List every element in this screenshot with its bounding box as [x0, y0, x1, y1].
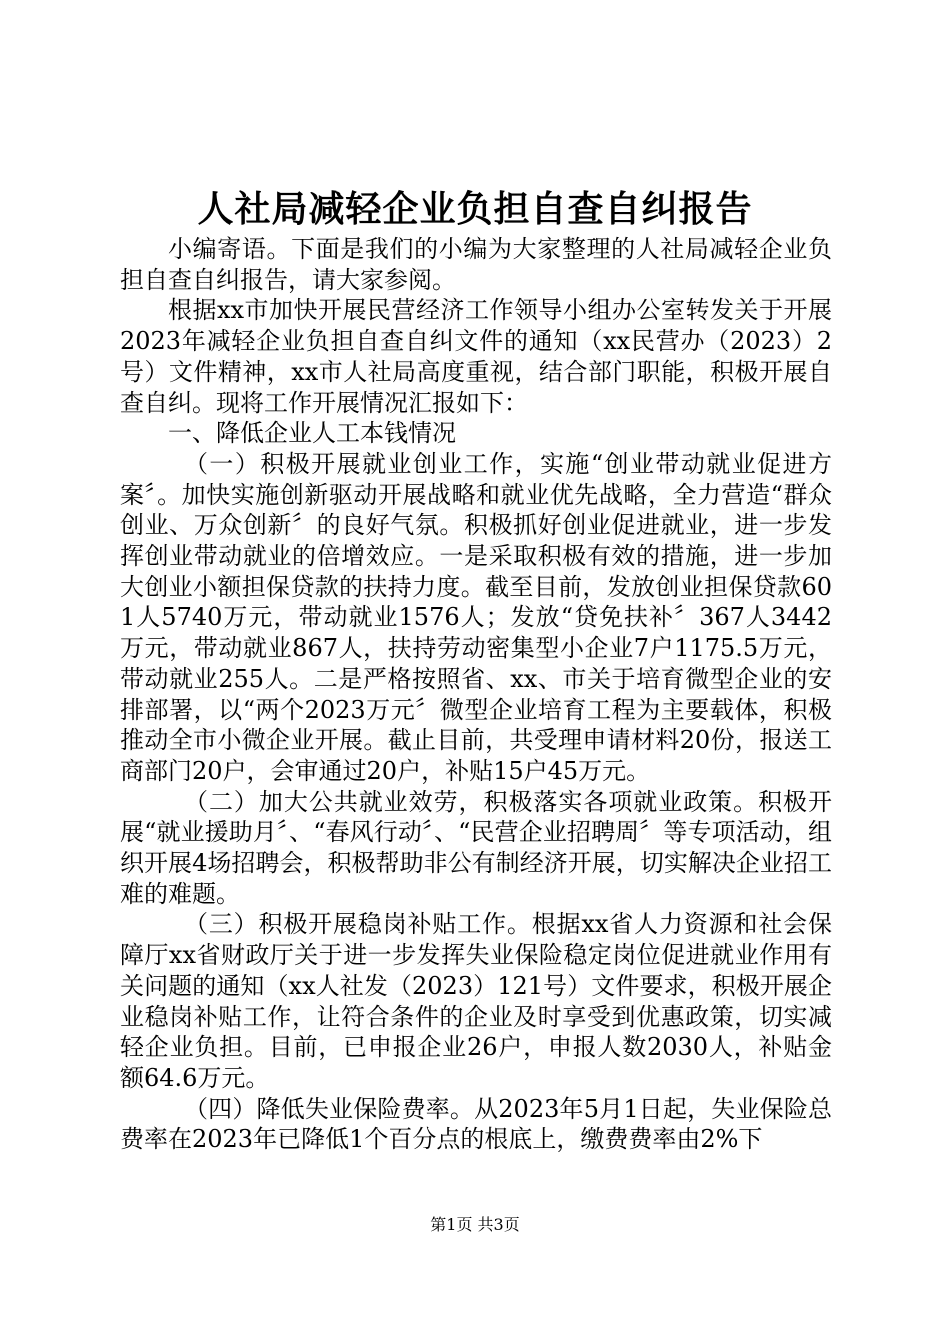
item-3-paragraph: （三）积极开展稳岗补贴工作。根据xx省人力资源和社会保障厅xx省财政厅关于进一步发挥失业保险稳定岗位促进就业作用有关问题的通知（xx人社发（2023）121号）文件要求，积极开展企业稳岗补贴工作，让符合条件的企业及时享受到优惠政策，切实减轻企业负担。目前，已申报企业26户，申报人数2030人，补贴金额64.6万元。 — [120, 910, 832, 1092]
section-heading: 一、降低企业人工本钱情况 — [168, 419, 456, 448]
document-body — [120, 234, 832, 1155]
item-1-paragraph: （一）积极开展就业创业工作，实施“创业带动就业促进方案〞。加快实施创新驱动开展战略和就业优先战略，全力营造“群众创业、万众创新〞的良好气氛。积极抓好创业促进就业，进一步发挥创业带动就业的倍增效应。一是采取积极有效的措施，进一步加大创业小额担保贷款的扶持力度。截至目前，发放创业担保贷款601人5740万元，带动就业1576人；发放“贷免扶补〞367人3442万元，带动就业867人，扶持劳动密集型小企业7户1175.5万元，带动就业255人。二是严格按照省、xx、市关于培育微型企业的安排部署，以“两个2023万元〞微型企业培育工程为主要载体，积极推动全市小微企业开展。截止目前，共受理申请材料20份，报送工商部门20户，会审通过20户，补贴15户45万元。 — [120, 449, 832, 785]
background-paragraph: 根据xx市加快开展民营经济工作领导小组办公室转发关于开展2023年减轻企业负担自查自纠文件的通知（xx民营办（2023）2号）文件精神，xx市人社局高度重视，结合部门职能，积极开展自查自纠。现将工作开展情况汇报如下： — [120, 296, 832, 417]
document-title: 人社局减轻企业负担自查自纠报告 — [197, 188, 753, 230]
page-footer: 第1页 共3页 — [430, 1215, 520, 1234]
intro-paragraph: 小编寄语。下面是我们的小编为大家整理的人社局减轻企业负担自查自纠报告，请大家参阅。 — [120, 235, 832, 294]
item-2-paragraph: （二）加大公共就业效劳，积极落实各项就业政策。积极开展“就业援助月〞、“春风行动〞、“民营企业招聘周〞等专项活动，组织开展4场招聘会，积极帮助非公有制经济开展，切实解决企业招工难的难题。 — [120, 787, 832, 908]
item-4-paragraph: （四）降低失业保险费率。从2023年5月1日起，失业保险总费率在2023年已降低1个百分点的根底上，缴费费率由2%下 — [120, 1094, 832, 1154]
